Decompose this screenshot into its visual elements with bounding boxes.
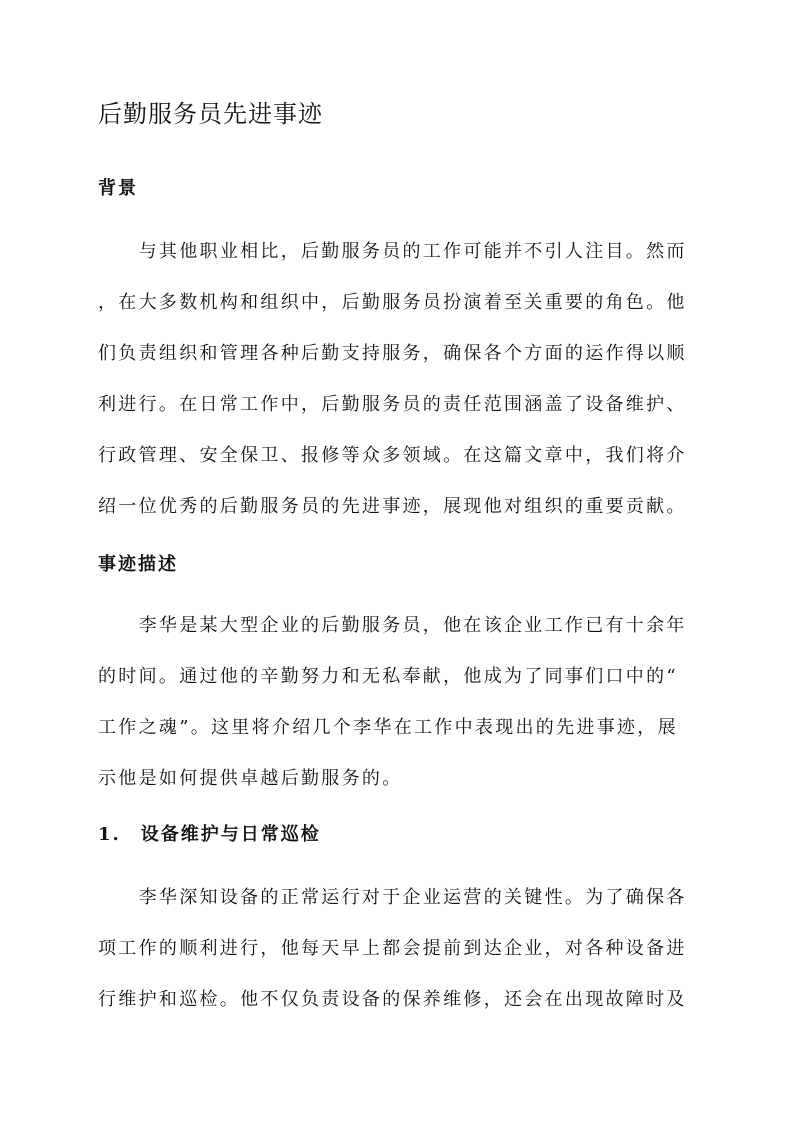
paragraph-line: 示他是如何提供卓越后勤服务的。	[98, 768, 403, 789]
paragraph-line: 行政管理、安全保卫、报修等众多领域。在这篇文章中，我们将介	[98, 445, 687, 466]
paragraph-deeds	[98, 600, 702, 804]
paragraph-line: 的时间。通过他的辛勤努力和无私奉献，他成为了同事们口中的“	[98, 666, 678, 687]
paragraph-line: 与其他职业相比，后勤服务员的工作可能并不引人注目。然而	[98, 241, 687, 262]
section-heading-background: 背景	[98, 178, 138, 199]
document-title: 后勤服务员先进事迹	[98, 100, 323, 128]
paragraph-line: 李华是某大型企业的后勤服务员，他在该企业工作已有十余年	[98, 615, 687, 636]
section-heading-deeds: 事迹描述	[98, 554, 178, 575]
paragraph-line: 绍一位优秀的后勤服务员的先进事迹，展现他对组织的重要贡献。	[98, 496, 687, 517]
paragraph-line: 项工作的顺利进行，他每天早上都会提前到达企业，对各种设备进	[98, 938, 687, 959]
paragraph-line: 工作之魂”。这里将介绍几个李华在工作中表现出的先进事迹，展	[98, 717, 678, 738]
paragraph-equipment-maintenance	[98, 872, 702, 1025]
paragraph-line: 利进行。在日常工作中，后勤服务员的责任范围涵盖了设备维护、	[98, 394, 687, 415]
section-heading-equipment-maintenance: 1. 设备维护与日常巡检	[98, 824, 321, 845]
paragraph-line: ，在大多数机构和组织中，后勤服务员扮演着至关重要的角色。他	[98, 292, 687, 313]
paragraph-background	[98, 226, 702, 532]
paragraph-line: 李华深知设备的正常运行对于企业运营的关键性。为了确保各	[98, 887, 687, 908]
paragraph-line: 行维护和巡检。他不仅负责设备的保养维修，还会在出现故障时及	[98, 989, 687, 1010]
paragraph-line: 们负责组织和管理各种后勤支持服务，确保各个方面的运作得以顺	[98, 343, 687, 364]
